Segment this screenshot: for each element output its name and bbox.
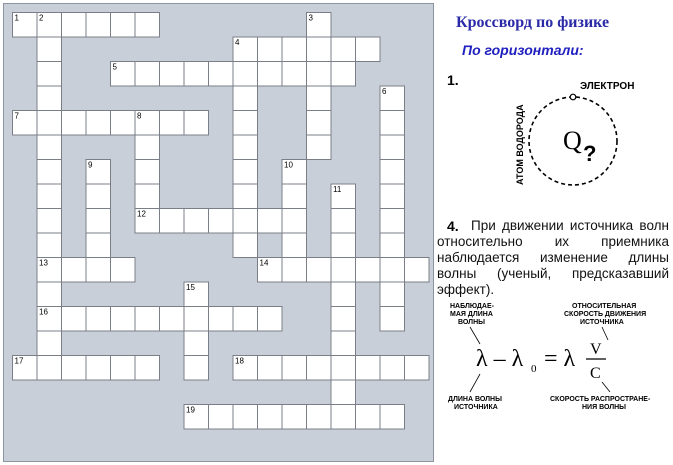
crossword-cell[interactable] — [135, 356, 160, 381]
crossword-cell[interactable] — [380, 258, 405, 283]
crossword-cell[interactable] — [184, 111, 209, 136]
crossword-cell[interactable] — [331, 380, 356, 405]
crossword-cell[interactable] — [111, 111, 136, 136]
electron-dot — [570, 94, 576, 100]
crossword-cell[interactable] — [37, 86, 62, 111]
crossword-cell[interactable] — [86, 184, 111, 209]
crossword-svg — [4, 4, 435, 463]
crossword-cell[interactable] — [37, 233, 62, 258]
crossword-cell[interactable] — [135, 62, 160, 87]
crossword-cell[interactable] — [380, 160, 405, 185]
crossword-cell[interactable] — [184, 331, 209, 356]
crossword-cell[interactable] — [356, 258, 381, 283]
crossword-cell[interactable] — [62, 111, 87, 136]
crossword-cell[interactable] — [233, 111, 258, 136]
crossword-cell[interactable] — [209, 209, 234, 234]
crossword-title: Кроссворд по физике — [456, 14, 610, 31]
relative-speed-label-1: ОТНОСИТЕЛЬНАЯ — [572, 303, 637, 310]
crossword-cell[interactable] — [380, 135, 405, 160]
crossword-cell[interactable] — [233, 184, 258, 209]
crossword-cell[interactable] — [135, 160, 160, 185]
crossword-cell[interactable] — [62, 13, 87, 38]
clue-number: 4 — [235, 38, 240, 47]
clue-number: 5 — [112, 62, 117, 72]
propagation-speed-pointer — [602, 382, 610, 392]
crossword-cell[interactable] — [331, 331, 356, 356]
crossword-cell[interactable] — [307, 356, 332, 381]
clue-number: 2 — [39, 13, 44, 23]
crossword-cell[interactable] — [380, 282, 405, 307]
crossword-cell[interactable] — [258, 209, 283, 234]
clue-number: 8 — [137, 111, 142, 121]
crossword-cell[interactable] — [282, 37, 307, 62]
crossword-cell[interactable] — [184, 62, 209, 87]
crossword-cell[interactable] — [258, 62, 283, 87]
crossword-cell[interactable] — [282, 233, 307, 258]
crossword-cell[interactable] — [307, 135, 332, 160]
crossword-cell[interactable] — [307, 405, 332, 430]
crossword-cell[interactable] — [62, 258, 87, 283]
observed-wavelength-label-1: НАБЛЮДАЕ- — [450, 303, 494, 310]
propagation-speed-label-2: НИЯ ВОЛНЫ — [582, 404, 627, 411]
crossword-cell[interactable] — [282, 209, 307, 234]
clue-number: 13 — [39, 258, 48, 268]
crossword-cell[interactable] — [356, 37, 381, 62]
crossword-cell[interactable] — [258, 307, 283, 332]
crossword-cell[interactable] — [37, 111, 62, 136]
crossword-cell[interactable] — [380, 233, 405, 258]
crossword-cell[interactable] — [307, 111, 332, 136]
crossword-cell[interactable] — [111, 356, 136, 381]
formula-numerator: V — [590, 341, 602, 358]
crossword-cell[interactable] — [258, 356, 283, 381]
crossword-cell[interactable] — [37, 135, 62, 160]
crossword-cell[interactable] — [282, 184, 307, 209]
crossword-cell[interactable] — [37, 62, 62, 87]
crossword-cell[interactable] — [331, 356, 356, 381]
crossword-cell[interactable] — [380, 356, 405, 381]
crossword-cell[interactable] — [380, 405, 405, 430]
crossword-cell[interactable] — [282, 356, 307, 381]
crossword-cell[interactable] — [111, 307, 136, 332]
crossword-cell[interactable] — [86, 13, 111, 38]
crossword-cell[interactable] — [160, 209, 185, 234]
crossword-cell[interactable] — [356, 405, 381, 430]
crossword-cell[interactable] — [233, 307, 258, 332]
clue-number: 6 — [382, 87, 387, 96]
crossword-cell[interactable] — [184, 307, 209, 332]
clue-number: 3 — [308, 13, 313, 23]
observed-wavelength-label-3: ВОЛНЫ — [458, 319, 485, 326]
crossword-cell[interactable] — [209, 405, 234, 430]
observed-pointer — [470, 327, 480, 344]
crossword-cell[interactable] — [86, 356, 111, 381]
crossword-cell[interactable] — [331, 233, 356, 258]
crossword-cell[interactable] — [233, 233, 258, 258]
crossword-cell[interactable] — [233, 86, 258, 111]
crossword-cell[interactable] — [160, 307, 185, 332]
crossword-cell[interactable] — [86, 111, 111, 136]
crossword-cell[interactable] — [307, 258, 332, 283]
clue-number: 15 — [186, 283, 195, 292]
crossword-cell[interactable] — [86, 233, 111, 258]
crossword-cell[interactable] — [258, 37, 283, 62]
clue-number: 17 — [14, 356, 24, 366]
crossword-cell[interactable] — [405, 258, 430, 283]
crossword-cell[interactable] — [380, 111, 405, 136]
crossword-cell[interactable] — [135, 184, 160, 209]
formula-denominator: C — [590, 365, 601, 382]
crossword-cell[interactable] — [405, 356, 430, 381]
question-1-number: 1. — [447, 72, 459, 88]
crossword-cell[interactable] — [37, 356, 62, 381]
crossword-cell[interactable] — [209, 307, 234, 332]
question-mark: ? — [583, 141, 597, 166]
crossword-cell[interactable] — [307, 86, 332, 111]
crossword-cell[interactable] — [233, 135, 258, 160]
question-4-number: 4. — [447, 218, 459, 234]
crossword-cell[interactable] — [62, 307, 87, 332]
source-wavelength-label-1: ДЛИНА ВОЛНЫ — [448, 396, 502, 403]
electron-label: ЭЛЕКТРОН — [580, 81, 635, 92]
crossword-cell[interactable] — [37, 331, 62, 356]
crossword-cell[interactable] — [331, 282, 356, 307]
formula-eq: = λ — [544, 346, 576, 372]
crossword-cell[interactable] — [380, 209, 405, 234]
clue-number: 11 — [333, 185, 342, 194]
clue-number: 1 — [14, 13, 19, 23]
crossword-cell[interactable] — [331, 405, 356, 430]
relative-speed-label-3: ИСТОЧНИКА — [580, 319, 624, 326]
crossword-grid — [3, 3, 434, 462]
crossword-cell[interactable] — [37, 160, 62, 185]
relative-speed-label-2: СКОРОСТЬ ДВИЖЕНИЯ — [564, 311, 647, 318]
crossword-cell[interactable] — [331, 209, 356, 234]
crossword-cell[interactable] — [86, 209, 111, 234]
atom-label: АТОМ ВОДОРОДА — [515, 104, 525, 185]
crossword-cell[interactable] — [184, 356, 209, 381]
crossword-cell[interactable] — [160, 111, 185, 136]
crossword-cell[interactable] — [233, 209, 258, 234]
clue-number: 9 — [88, 160, 93, 170]
crossword-cell[interactable] — [282, 405, 307, 430]
clue-number: 12 — [137, 209, 146, 219]
crossword-cell[interactable] — [307, 37, 332, 62]
crossword-cell[interactable] — [135, 135, 160, 160]
crossword-cell[interactable] — [331, 62, 356, 87]
crossword-cell[interactable] — [331, 258, 356, 283]
crossword-cell[interactable] — [86, 258, 111, 283]
clue-number: 19 — [186, 405, 195, 415]
crossword-cell[interactable] — [37, 282, 62, 307]
relative-speed-pointer — [602, 327, 608, 340]
crossword-cell[interactable] — [233, 405, 258, 430]
source-wavelength-pointer — [470, 374, 480, 392]
across-heading: По горизонтали: — [462, 42, 584, 58]
crossword-cell[interactable] — [282, 62, 307, 87]
clue-number: 14 — [259, 258, 269, 268]
crossword-cell[interactable] — [184, 209, 209, 234]
crossword-cell[interactable] — [62, 356, 87, 381]
propagation-speed-label-1: СКОРОСТЬ РАСПРОСТРАНЕ- — [550, 396, 651, 403]
clue-number: 10 — [284, 160, 293, 170]
doppler-formula — [440, 300, 670, 415]
crossword-cell[interactable] — [282, 258, 307, 283]
crossword-cell[interactable] — [380, 184, 405, 209]
crossword-cell[interactable] — [307, 62, 332, 87]
crossword-cell[interactable] — [111, 13, 136, 38]
nucleus-symbol: Q — [563, 126, 582, 155]
clue-number: 18 — [235, 356, 244, 366]
crossword-cell[interactable] — [37, 37, 62, 62]
crossword-cell[interactable] — [380, 307, 405, 332]
crossword-cell[interactable] — [86, 307, 111, 332]
crossword-cell[interactable] — [356, 356, 381, 381]
crossword-cell[interactable] — [233, 62, 258, 87]
crossword-cell[interactable] — [111, 258, 136, 283]
crossword-cell[interactable] — [160, 62, 185, 87]
crossword-cell[interactable] — [135, 307, 160, 332]
crossword-cell[interactable] — [37, 184, 62, 209]
crossword-cell[interactable] — [331, 307, 356, 332]
formula-lhs-subscript: 0 — [531, 363, 537, 375]
crossword-cell[interactable] — [331, 37, 356, 62]
source-wavelength-label-2: ИСТОЧНИКА — [454, 404, 498, 411]
crossword-cell[interactable] — [209, 62, 234, 87]
question-4-text: При движении источника волн относительно их приемника наблюдается изменение длины волны (ученый, предсказавший эффект). — [437, 218, 669, 297]
crossword-cell[interactable] — [37, 209, 62, 234]
crossword-cell[interactable] — [135, 13, 160, 38]
crossword-cell[interactable] — [258, 405, 283, 430]
hydrogen-atom-diagram — [505, 75, 635, 195]
clue-number: 16 — [39, 307, 48, 317]
clue-number: 7 — [14, 111, 19, 121]
crossword-cell[interactable] — [233, 160, 258, 185]
observed-wavelength-label-2: МАЯ ДЛИНА — [450, 311, 493, 318]
formula-lhs: λ – λ — [476, 346, 524, 372]
